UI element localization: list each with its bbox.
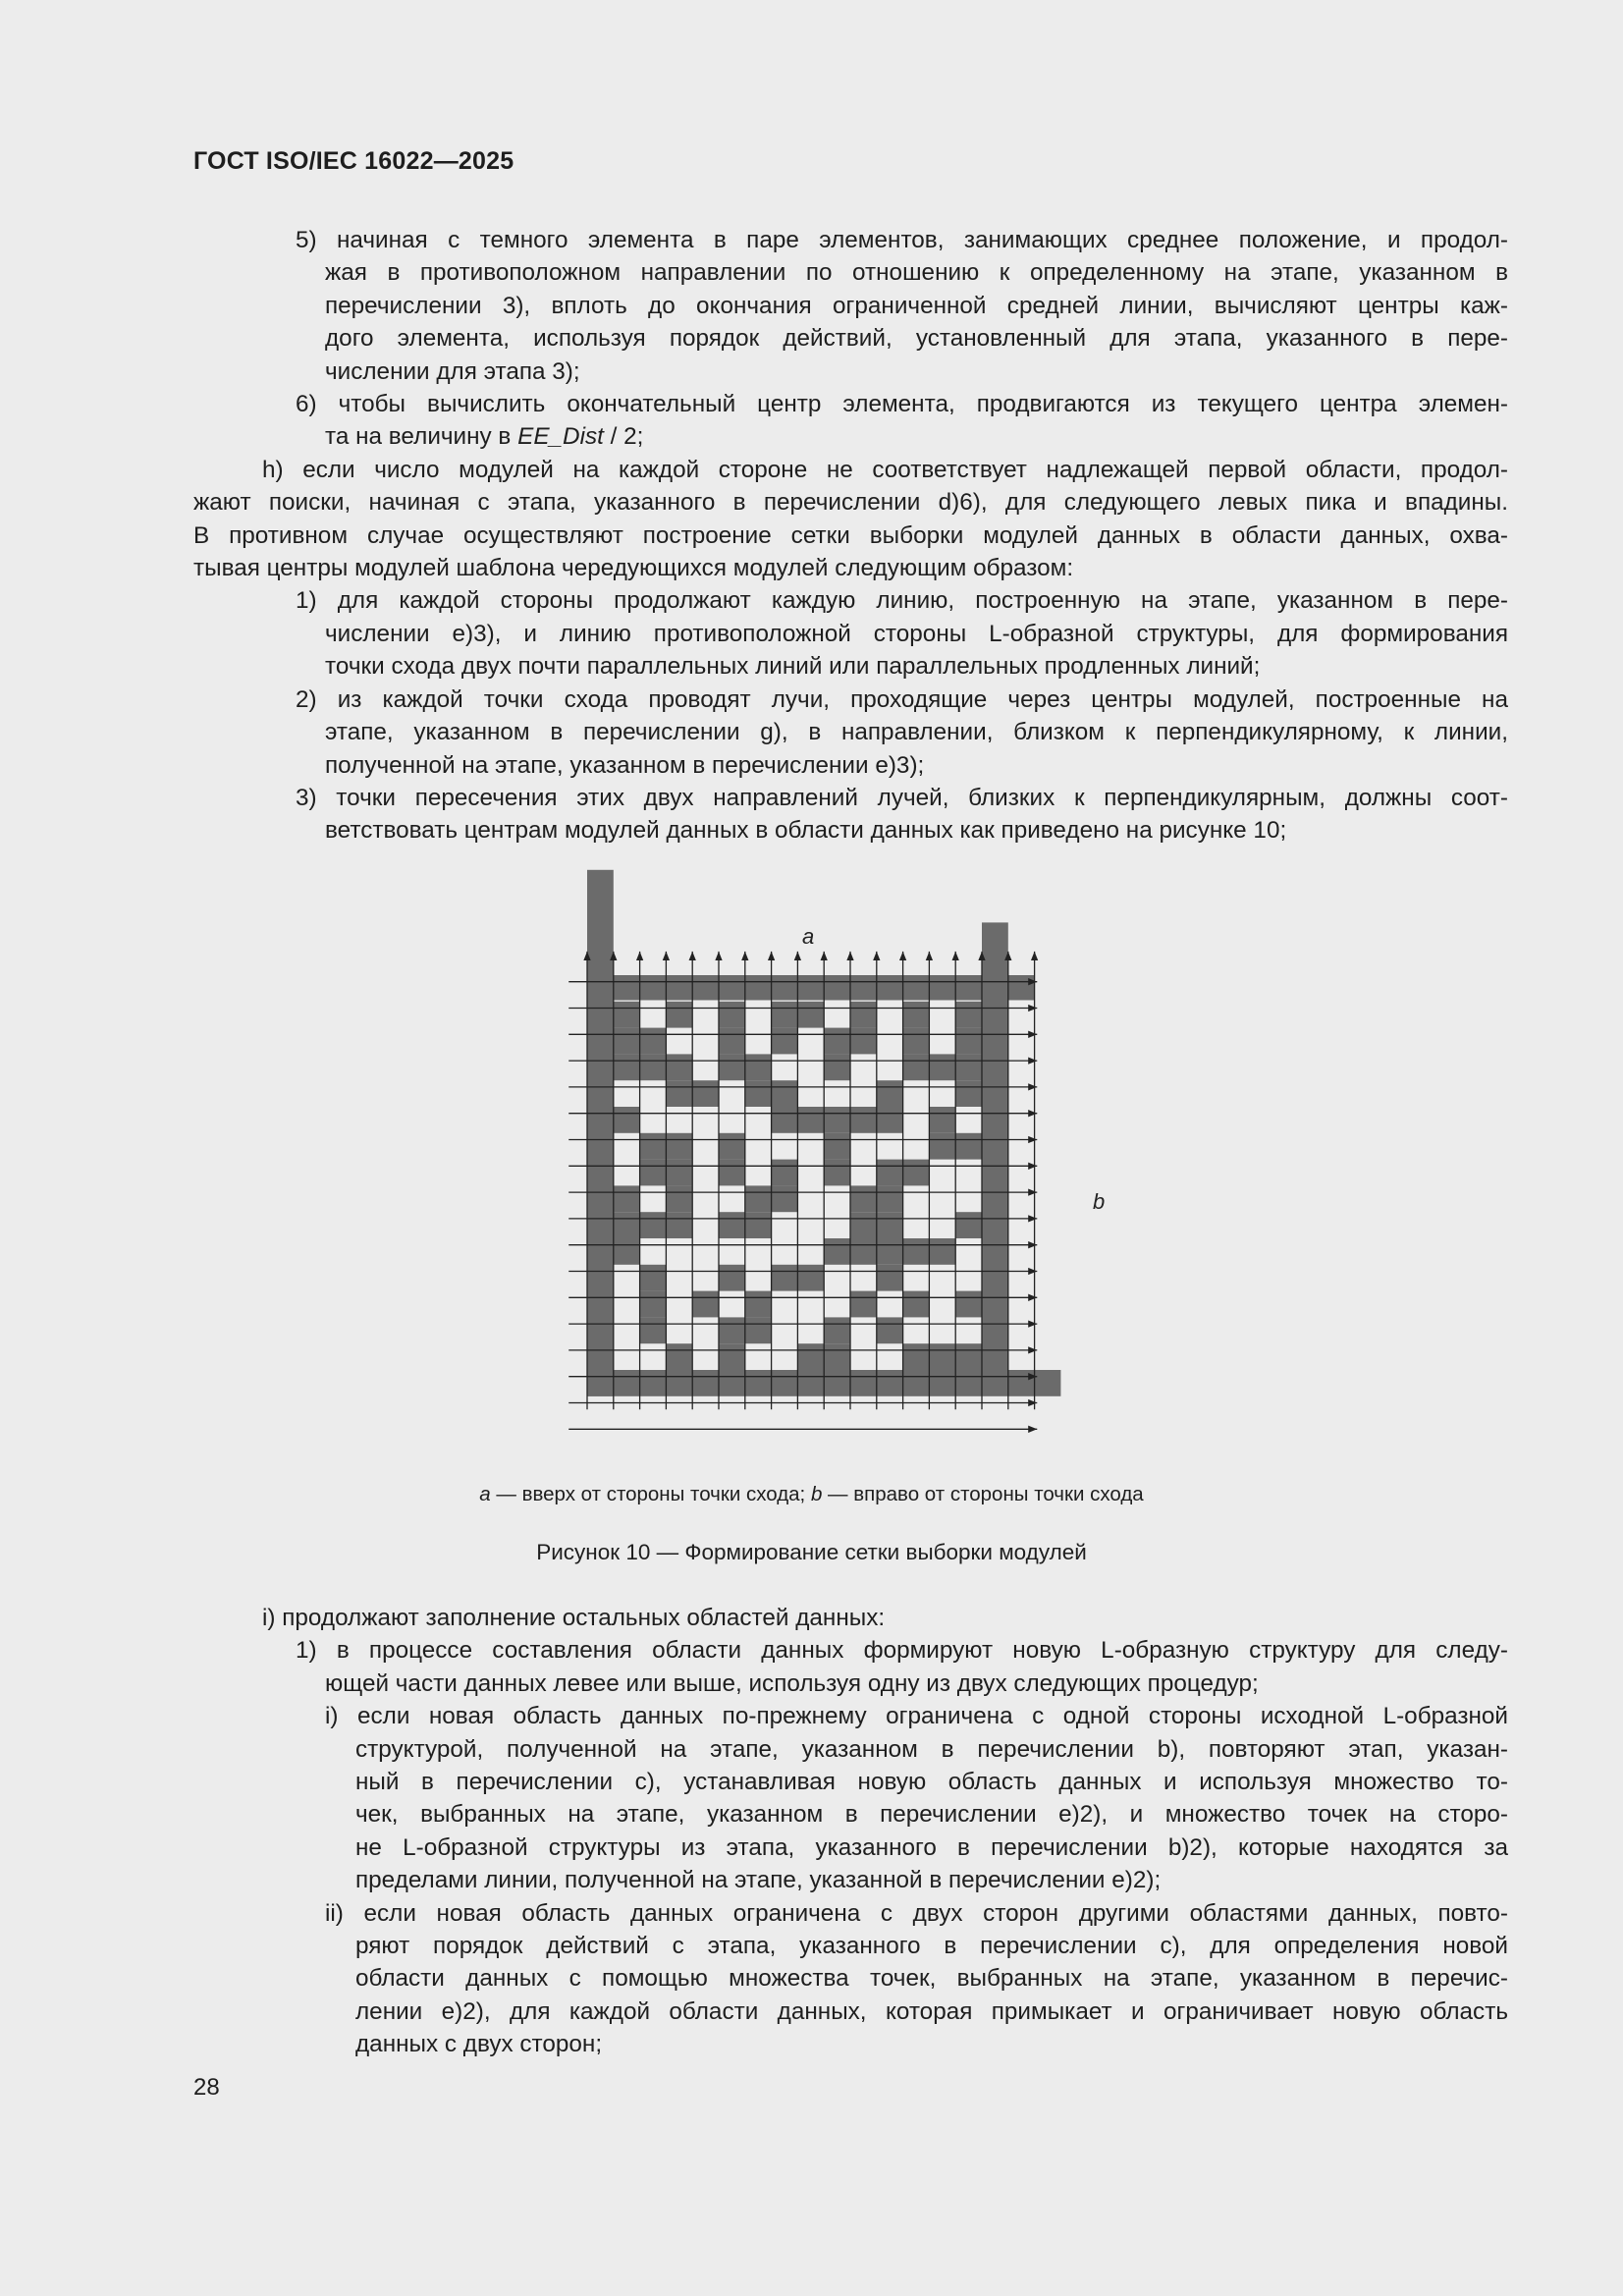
data-module: [745, 1317, 772, 1343]
text-line: дого элемента, используя порядок действий, установленный для этапа, указанного в пере-: [325, 325, 1508, 353]
data-module: [877, 1160, 903, 1186]
text-block-2: [193, 1602, 1508, 2061]
data-module: [640, 1028, 667, 1055]
data-module: [824, 1238, 850, 1265]
text-line: лении e)2), для каждой области данных, которая примыкает и ограничивает новую область: [355, 1997, 1508, 2025]
data-module: [850, 1291, 877, 1318]
figure-legend: [0, 1483, 1623, 1506]
sampling-grid-diagram: [555, 869, 1144, 1453]
legend-b: b: [810, 1483, 823, 1505]
data-module: [640, 1054, 667, 1080]
data-module: [903, 1160, 930, 1186]
data-module: [719, 1002, 745, 1028]
text-line: ряют порядок действий с этапа, указанного в перечислении c), для определения новой: [355, 1933, 1508, 1960]
data-module: [929, 1054, 955, 1080]
data-module: [929, 1238, 955, 1265]
data-module: [719, 1212, 745, 1238]
data-module: [824, 1133, 850, 1160]
data-module: [929, 1107, 955, 1133]
data-module: [955, 1133, 982, 1160]
figure-title: Рисунок 10 — Формирование сетки выборки модулей: [536, 1540, 1087, 1564]
text-line: 5) начиная с темного элемента в паре элементов, занимающих среднее положение, и продол-: [296, 227, 1508, 253]
document-header: ГОСТ ISO/IEC 16022—2025: [193, 147, 514, 175]
data-module: [903, 1238, 930, 1265]
legend-b-text: — вправо от стороны точки схода: [822, 1483, 1144, 1505]
data-module: [614, 1028, 640, 1055]
finder-left-bar: [587, 870, 614, 1396]
label-a: a: [802, 924, 815, 949]
data-module: [640, 1265, 667, 1291]
text-line: данных с двух сторон;: [355, 2031, 603, 2058]
text-fragment: та на величину в: [325, 423, 518, 451]
data-module: [903, 1002, 930, 1028]
data-module: [666, 1054, 692, 1080]
data-module: [955, 1054, 982, 1080]
text-line: ный в перечислении c), устанавливая новую область данных и используя множество то-: [355, 1769, 1508, 1796]
data-module: [719, 1028, 745, 1055]
data-module: [850, 1002, 877, 1028]
data-module: [824, 1343, 850, 1370]
text-line: 1) для каждой стороны продолжают каждую линию, построенную на этапе, указанном в пере-: [296, 587, 1508, 615]
text-line: i) продолжают заполнение остальных областей данных:: [262, 1605, 886, 1631]
data-module: [666, 1133, 692, 1160]
text-line: [193, 420, 1508, 453]
text-fragment: / 2;: [603, 423, 644, 451]
data-module: [850, 1107, 877, 1133]
text-line: i) если новая область данных по-прежнему ограничена с одной стороны исходной L-образной: [325, 1703, 1508, 1730]
data-module: [772, 1080, 798, 1107]
data-module: [903, 1028, 930, 1055]
data-module: [666, 1343, 692, 1370]
data-module: [877, 1317, 903, 1343]
text-line: ветствовать центрам модулей данных в области данных как приведено на рисунке 10;: [325, 817, 1287, 845]
label-b: b: [1093, 1189, 1106, 1214]
text-line: не L-образной структуры из этапа, указанного в перечислении b)2), которые находятся за: [355, 1833, 1508, 1861]
data-module: [797, 1265, 824, 1291]
data-module: [877, 1212, 903, 1238]
data-module: [824, 1028, 850, 1055]
data-module: [797, 1002, 824, 1028]
data-module: [772, 1185, 798, 1212]
text-line: жают поиски, начиная с этапа, указанного в перечислении d)6), для следующего левых пика и впадины.: [193, 489, 1508, 517]
text-line: числении e)3), и линию противоположной стороны L-образной структуры, для формирования: [325, 620, 1508, 647]
text-block-1: [193, 224, 1508, 847]
data-module: [745, 1080, 772, 1107]
data-module: [772, 1028, 798, 1055]
data-module: [666, 1080, 692, 1107]
data-module: [666, 1002, 692, 1028]
text-line: жая в противоположном направлении по отношению к определенному на этапе, указанном в: [325, 259, 1508, 287]
data-module: [614, 1238, 640, 1265]
data-module: [745, 1185, 772, 1212]
data-module: [824, 1054, 850, 1080]
data-module: [797, 1343, 824, 1370]
text-line: В противном случае осуществляют построение сетки выборки модулей данных в области данных, охва-: [193, 521, 1508, 549]
text-line: перечислении 3), вплоть до окончания ограниченной средней линии, вычисляют центры каж-: [325, 292, 1508, 319]
data-module: [877, 1265, 903, 1291]
data-module: [666, 1160, 692, 1186]
text-line: 3) точки пересечения этих двух направлений лучей, близких к перпендикулярным, должны соот-: [296, 784, 1508, 811]
data-module: [955, 1291, 982, 1318]
text-line: области данных с помощью множества точек, выбранных на этапе, указанном в перечис-: [355, 1965, 1508, 1993]
data-module: [772, 1265, 798, 1291]
data-module: [719, 1133, 745, 1160]
text-line: полученной на этапе, указанном в перечислении e)3);: [325, 751, 925, 779]
data-module: [640, 1317, 667, 1343]
data-module: [824, 1317, 850, 1343]
data-module: [850, 1028, 877, 1055]
data-module: [640, 1291, 667, 1318]
data-module: [955, 1002, 982, 1028]
data-module: [614, 1002, 640, 1028]
data-module: [719, 1160, 745, 1186]
data-module: [614, 1212, 640, 1238]
data-module: [824, 1160, 850, 1186]
data-module: [850, 1238, 877, 1265]
data-module: [614, 1185, 640, 1212]
text-line: чек, выбранных на этапе, указанном в перечислении e)2), и множество точек на сторо-: [355, 1801, 1508, 1829]
data-module: [955, 1080, 982, 1107]
page-number: 28: [193, 2074, 220, 2101]
data-module: [719, 1265, 745, 1291]
text-line: 2) из каждой точки схода проводят лучи, проходящие через центры модулей, построенные на: [296, 685, 1508, 713]
timing-right-bar: [982, 922, 1008, 1370]
data-module: [903, 1291, 930, 1318]
data-module: [824, 1107, 850, 1133]
data-module: [955, 1343, 982, 1370]
data-module: [877, 1080, 903, 1107]
timing-top-bar: [587, 975, 1035, 1000]
data-module: [719, 1054, 745, 1080]
text-line: 1) в процессе составления области данных формируют новую L-образную структуру для следу-: [296, 1637, 1508, 1665]
data-module: [745, 1054, 772, 1080]
legend-a: a: [479, 1483, 491, 1505]
data-module: [640, 1212, 667, 1238]
data-module: [614, 1054, 640, 1080]
data-module: [745, 1291, 772, 1318]
variable-ee-dist: EE_Dist: [517, 423, 604, 451]
data-module: [850, 1185, 877, 1212]
data-module: [797, 1107, 824, 1133]
text-line: h) если число модулей на каждой стороне не соответствует надлежащей первой области, продол-: [262, 456, 1508, 483]
text-line: тывая центры модулей шаблона чередующихся модулей следующим образом:: [193, 555, 1074, 582]
data-module: [640, 1160, 667, 1186]
text-line: ющей части данных левее или выше, используя одну из двух следующих процедур;: [325, 1669, 1259, 1697]
data-module: [692, 1291, 719, 1318]
text-line: точки схода двух почти параллельных линий или параллельных продленных линий;: [325, 653, 1261, 681]
data-module: [666, 1185, 692, 1212]
data-module: [877, 1238, 903, 1265]
data-module: [640, 1133, 667, 1160]
data-module: [877, 1185, 903, 1212]
data-module: [772, 1002, 798, 1028]
text-line: ii) если новая область данных ограничена с двух сторон другими областями данных, повто-: [325, 1899, 1508, 1927]
data-module: [929, 1343, 955, 1370]
data-module: [955, 1028, 982, 1055]
text-line: числении для этапа 3);: [325, 357, 580, 385]
data-module: [745, 1212, 772, 1238]
data-module: [772, 1107, 798, 1133]
data-module: [614, 1107, 640, 1133]
data-module: [719, 1343, 745, 1370]
text-line: пределами линии, полученной на этапе, указанной в перечислении e)2);: [355, 1867, 1162, 1894]
text-line: 6) чтобы вычислить окончательный центр элемента, продвигаются из текущего центра элемен-: [296, 391, 1508, 418]
data-module: [692, 1080, 719, 1107]
data-module: [877, 1107, 903, 1133]
data-module: [772, 1160, 798, 1186]
data-module: [666, 1212, 692, 1238]
legend-a-text: — вверх от стороны точки схода;: [490, 1483, 811, 1505]
figure-10: [555, 869, 1144, 1453]
text-line: структурой, полученной на этапе, указанном в перечислении b), повторяют этап, указан-: [355, 1735, 1508, 1763]
data-module: [903, 1343, 930, 1370]
data-module: [955, 1212, 982, 1238]
text-line: этапе, указанном в перечислении g), в направлении, близком к перпендикулярному, к линии,: [325, 719, 1508, 746]
data-module: [903, 1054, 930, 1080]
data-module: [850, 1212, 877, 1238]
data-module: [719, 1317, 745, 1343]
data-module: [929, 1133, 955, 1160]
